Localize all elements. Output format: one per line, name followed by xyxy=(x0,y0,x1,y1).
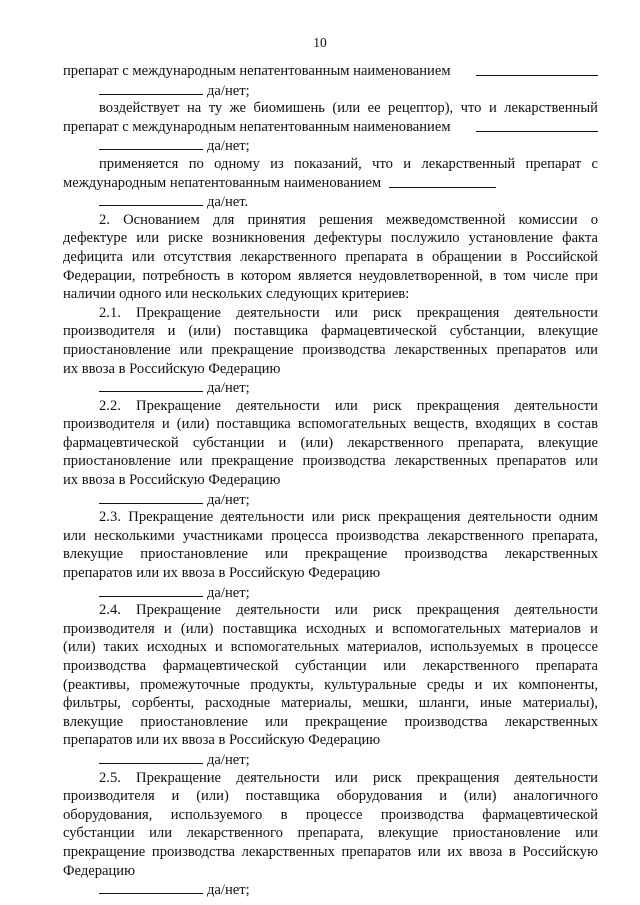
line-text: или несколькими участниками процесса производства лекарственного препарата, xyxy=(63,527,598,544)
paragraph-line xyxy=(63,862,598,881)
answer-label: да/нет; xyxy=(207,751,250,768)
answer-blank xyxy=(99,81,203,95)
answer-line xyxy=(63,136,598,155)
line-text: производства фармацевтической субстанции или лекарственного препарата xyxy=(63,658,598,674)
paragraph-line xyxy=(63,415,598,434)
line-text: оборудования, используемого в процессе производства фармацевтической xyxy=(63,806,598,823)
line-text: 2.4. Прекращение деятельности или риск прекращения деятельности xyxy=(99,602,598,619)
line-text: влекущие приостановление или прекращение производства лекарственных xyxy=(63,713,598,730)
line-text: 2. Основанием для принятия решения межведомственной комиссии о xyxy=(99,211,598,228)
line-text: международным непатентованным наименованием xyxy=(63,174,382,191)
answer-line xyxy=(63,583,598,602)
line-text: прекращение производства лекарственных препаратов или их ввоза в Российскую xyxy=(63,843,598,860)
line-text: фильтры, сорбенты, расходные материалы, мешки, шланги, иные материалы), xyxy=(63,695,598,712)
paragraph-first-line xyxy=(63,211,598,230)
paragraph-line xyxy=(63,527,598,546)
line-text: их ввоза в Российскую Федерацию xyxy=(63,360,281,377)
answer-line xyxy=(63,880,598,899)
line-text: 2.3. Прекращение деятельности или риск прекращения деятельности одним xyxy=(99,509,598,526)
document-body xyxy=(63,62,598,899)
paragraph-line xyxy=(63,694,598,713)
paragraph-line xyxy=(63,731,598,750)
line-text: препаратов или их ввоза в Российскую Федерацию xyxy=(63,565,381,582)
line-text: Федерации, потребность в котором является неудовлетворенной, в том числе при xyxy=(63,267,598,284)
paragraph-first-line xyxy=(63,99,598,118)
page-number: 10 xyxy=(313,35,327,50)
answer-blank xyxy=(99,490,203,504)
line-text: производителя и (или) поставщика исходных и вспомогательных материалов и xyxy=(63,620,598,637)
line-text: производителя и (или) поставщика вспомогательных веществ, входящих в состав xyxy=(63,416,598,433)
answer-label: да/нет; xyxy=(207,584,250,601)
line-text: фармацевтической субстанции и (или) лекарственного препарата, влекущие xyxy=(63,434,598,451)
answer-line xyxy=(63,490,598,509)
answer-blank xyxy=(99,136,203,150)
paragraph-line xyxy=(63,787,598,806)
line-text: 2.1. Прекращение деятельности или риск прекращения деятельности xyxy=(99,304,598,321)
line-text: производителя и (или) поставщика фармацевтической субстанции, влекущие xyxy=(63,323,598,340)
paragraph-line xyxy=(63,452,598,471)
paragraph-first-line xyxy=(63,508,598,527)
answer-label: да/нет; xyxy=(207,138,250,155)
paragraph-line xyxy=(63,360,598,379)
line-text: их ввоза в Российскую Федерацию xyxy=(63,472,281,489)
paragraph-line xyxy=(63,471,598,490)
paragraph-line xyxy=(63,174,598,193)
paragraph-line xyxy=(63,341,598,360)
line-text: препарат с международным непатентованным наименованием xyxy=(63,63,451,79)
line-text: 2.5. Прекращение деятельности или риск прекращения деятельности xyxy=(99,769,598,786)
paragraph-line xyxy=(63,713,598,732)
answer-blank xyxy=(99,880,203,894)
answer-line xyxy=(63,192,598,211)
answer-line xyxy=(63,750,598,769)
paragraph-first-line xyxy=(63,304,598,323)
answer-label: да/нет. xyxy=(207,194,249,211)
line-text: производителя и (или) поставщика оборудования и (или) аналогичного xyxy=(63,788,598,805)
answer-blank xyxy=(99,378,203,392)
paragraph-first-line xyxy=(63,769,598,788)
paragraph-line xyxy=(63,118,598,137)
line-text: влекущие приостановление или прекращение производства лекарственных xyxy=(63,546,598,563)
line-text: применяется по одному из показаний, что и лекарственный препарат с xyxy=(99,155,598,172)
fill-in-blank xyxy=(389,174,496,188)
line-text: (реактивы, промежуточные продукты, культуральные среды и их компоненты, xyxy=(63,676,598,693)
answer-blank xyxy=(99,583,203,597)
paragraph-line xyxy=(63,824,598,843)
paragraph-line xyxy=(63,285,598,304)
fill-in-blank xyxy=(476,118,598,132)
line-text: воздействует на ту же биомишень (или ее рецептор), что и лекарственный xyxy=(99,100,598,117)
paragraph-line xyxy=(63,843,598,862)
paragraph-line xyxy=(63,676,598,695)
paragraph-line xyxy=(63,62,598,81)
answer-blank xyxy=(99,750,203,764)
answer-label: да/нет; xyxy=(207,491,250,508)
answer-line xyxy=(63,378,598,397)
line-text: дефицита или отсутствия лекарственного препарата в обращении в Российской xyxy=(63,248,598,265)
answer-blank xyxy=(99,192,203,206)
paragraph-line xyxy=(63,620,598,639)
paragraph-line xyxy=(63,267,598,286)
line-text: приостановление или прекращение производства лекарственных препаратов или xyxy=(63,453,598,470)
paragraph-line xyxy=(63,657,598,676)
fill-in-blank xyxy=(476,62,598,76)
paragraph-line xyxy=(63,248,598,267)
paragraph-first-line xyxy=(63,397,598,416)
paragraph-line xyxy=(63,229,598,248)
line-text: дефектуре или риске возникновения дефектуры послужило установление факта xyxy=(63,230,598,247)
paragraph-line xyxy=(63,638,598,657)
line-text: Федерацию xyxy=(63,862,136,879)
line-text: препарат с международным непатентованным наименованием xyxy=(63,118,451,135)
paragraph-line xyxy=(63,545,598,564)
paragraph-first-line xyxy=(63,601,598,620)
answer-label: да/нет; xyxy=(207,82,250,99)
line-text: препаратов или их ввоза в Российскую Федерацию xyxy=(63,732,381,749)
line-text: (или) таких исходных и вспомогательных материалов, используемых в процессе xyxy=(63,639,598,656)
paragraph-first-line xyxy=(63,155,598,174)
answer-line xyxy=(63,81,598,100)
paragraph-line xyxy=(63,434,598,453)
line-text: 2.2. Прекращение деятельности или риск прекращения деятельности xyxy=(99,397,598,414)
paragraph-line xyxy=(63,806,598,825)
answer-label: да/нет; xyxy=(207,882,250,899)
line-text: наличии одного или нескольких следующих критериев: xyxy=(63,286,410,303)
answer-label: да/нет; xyxy=(207,380,250,397)
paragraph-line xyxy=(63,564,598,583)
line-text: субстанции или лекарственного препарата, влекущие приостановление или xyxy=(63,825,598,842)
line-text: приостановление или прекращение производства лекарственных препаратов или xyxy=(63,341,598,358)
paragraph-line xyxy=(63,322,598,341)
